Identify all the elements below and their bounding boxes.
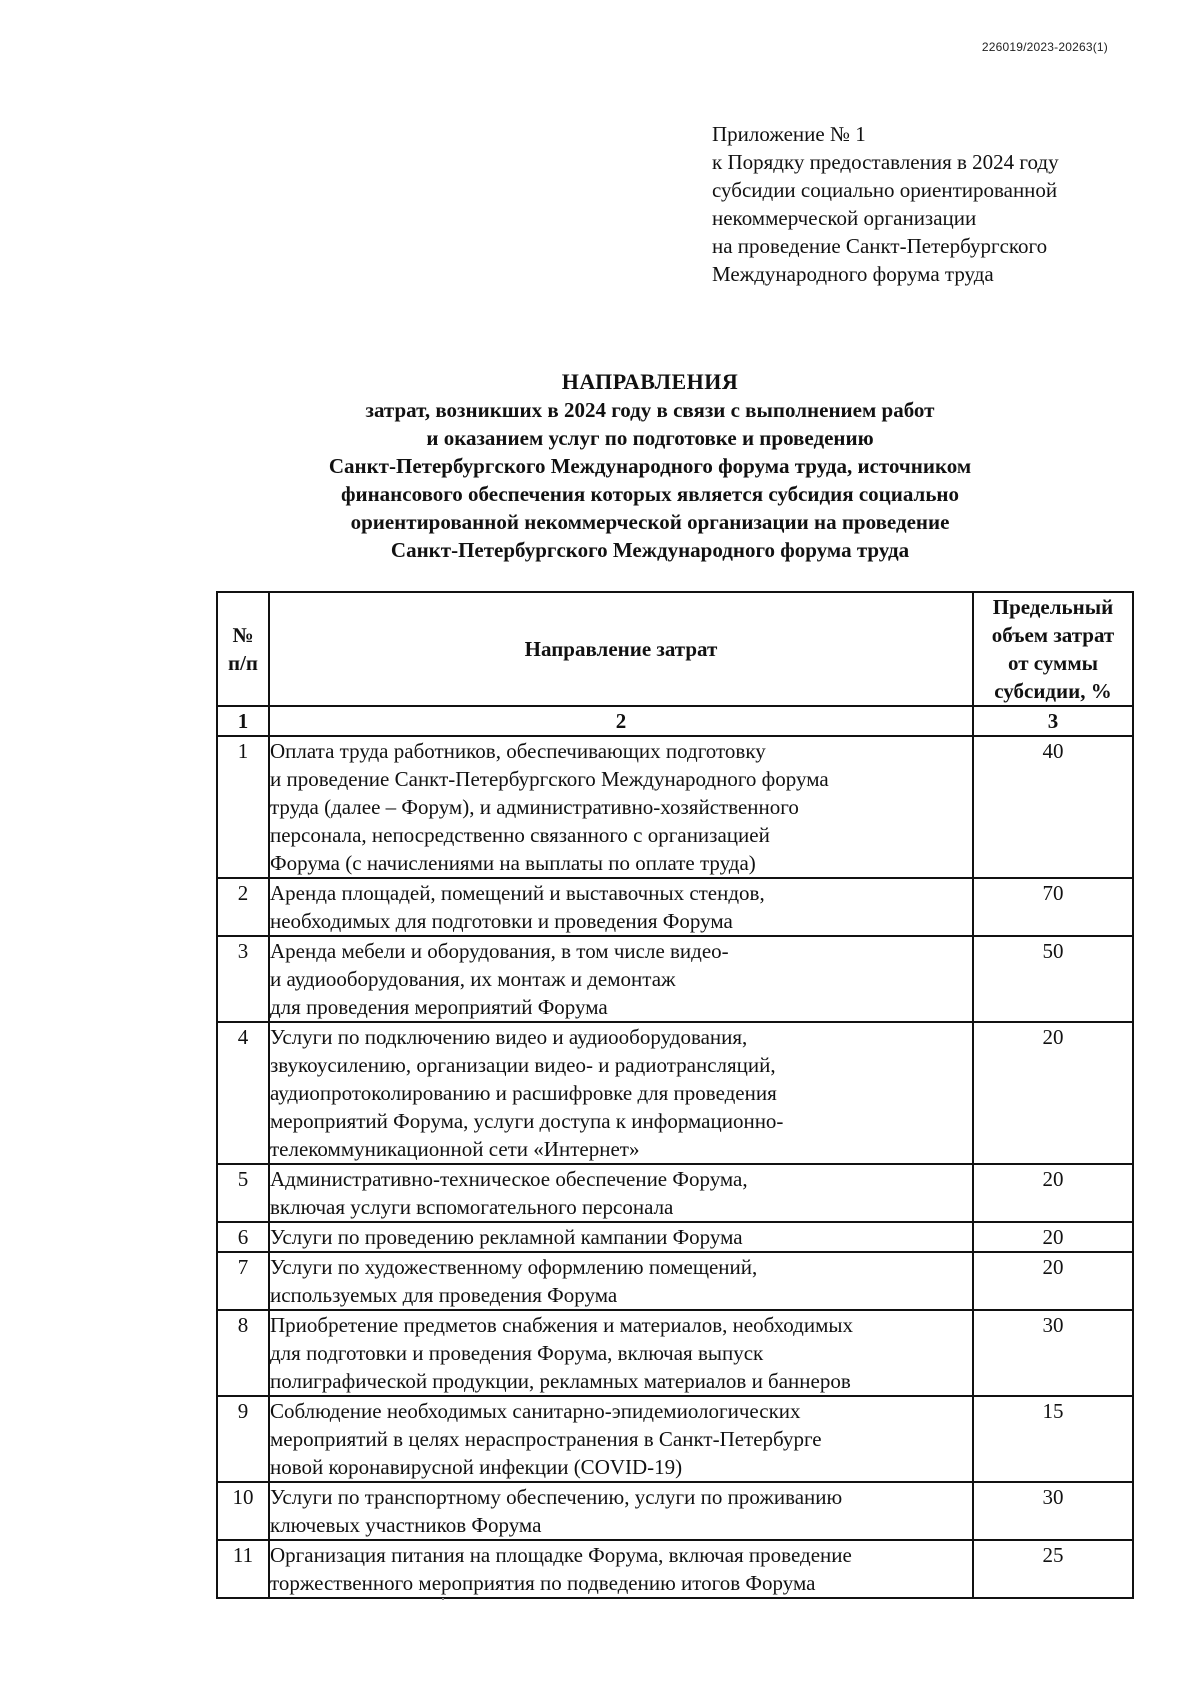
row-number: 7 [217, 1252, 269, 1310]
heading-line: Санкт-Петербургского Международного форума труда [390, 538, 910, 562]
row-description-line: для подготовки и проведения Форума, включая выпуск [270, 1341, 764, 1365]
row-description-line: Услуги по проведению рекламной кампании Форума [270, 1225, 743, 1249]
table-row [217, 736, 1133, 878]
table-row [217, 1222, 1133, 1252]
row-description-line: Приобретение предметов снабжения и материалов, необходимых [270, 1313, 853, 1337]
table-row [217, 936, 1133, 1022]
appendix-line: Международного форума труда [712, 262, 994, 286]
header-limit-line: субсидии, % [994, 679, 1112, 703]
row-description-line: телекоммуникационной сети «Интернет» [270, 1137, 640, 1161]
row-number: 10 [217, 1482, 269, 1540]
heading-title: НАПРАВЛЕНИЯ [561, 369, 739, 394]
heading-line: ориентированной некоммерческой организации на проведение [350, 510, 950, 534]
row-description-line: включая услуги вспомогательного персонала [270, 1195, 674, 1219]
row-description [269, 1222, 973, 1252]
header-number-abbr: п/п [227, 651, 259, 675]
table-row [217, 1540, 1133, 1598]
header-number [217, 592, 269, 706]
row-description-line: Организация питания на площадке Форума, включая проведение [270, 1543, 852, 1567]
appendix-line: к Порядку предоставления в 2024 году [712, 150, 1059, 174]
row-description [269, 736, 973, 878]
row-description-line: Услуги по художественному оформлению помещений, [270, 1255, 758, 1279]
row-description [269, 1164, 973, 1222]
heading-line: Санкт-Петербургского Международного форума труда, источником [328, 454, 972, 478]
row-number: 8 [217, 1310, 269, 1396]
row-number: 3 [217, 936, 269, 1022]
appendix-line: на проведение Санкт-Петербургского [712, 234, 1048, 258]
row-number: 6 [217, 1222, 269, 1252]
row-percent: 30 [973, 1310, 1133, 1396]
row-description-line: аудиопротоколированию и расшифровке для проведения [270, 1081, 777, 1105]
row-number: 4 [217, 1022, 269, 1164]
row-percent: 20 [973, 1022, 1133, 1164]
row-description [269, 878, 973, 936]
row-number: 5 [217, 1164, 269, 1222]
table-row [217, 1164, 1133, 1222]
row-description-line: Аренда мебели и оборудования, в том числе видео- [270, 939, 729, 963]
appendix-line: субсидии социально ориентированной [712, 178, 1058, 202]
row-description-line: Аренда площадей, помещений и выставочных стендов, [270, 881, 765, 905]
row-description [269, 1396, 973, 1482]
row-percent: 20 [973, 1222, 1133, 1252]
header-direction: Направление затрат [269, 592, 973, 706]
row-description-line: Оплата труда работников, обеспечивающих подготовку [270, 739, 766, 763]
row-description-line: труда (далее – Форум), и административно-хозяйственного [270, 795, 799, 819]
row-description [269, 1482, 973, 1540]
heading-line: затрат, возникших в 2024 году в связи с выполнением работ [365, 398, 935, 422]
column-index: 1 [217, 706, 269, 736]
row-description-line: для проведения мероприятий Форума [270, 995, 608, 1019]
appendix-block [712, 120, 1142, 288]
row-description-line: Административно-техническое обеспечение Форума, [270, 1167, 748, 1191]
row-percent: 40 [973, 736, 1133, 878]
row-description-line: Форума (с начислениями на выплаты по оплате труда) [270, 851, 756, 875]
column-index-row [217, 706, 1133, 736]
header-limit-line: от суммы [1007, 651, 1099, 675]
row-percent: 50 [973, 936, 1133, 1022]
row-description-line: торжественного мероприятия по подведению итогов Форума [270, 1571, 816, 1595]
row-description-line: новой коронавирусной инфекции (COVID-19) [270, 1455, 683, 1479]
row-description-line: персонала, непосредственно связанного с организацией [270, 823, 770, 847]
table-row [217, 1022, 1133, 1164]
row-description-line: Соблюдение необходимых санитарно-эпидемиологических [270, 1399, 801, 1423]
appendix-line: Приложение № 1 [712, 122, 866, 146]
table-body [217, 736, 1133, 1598]
row-percent: 70 [973, 878, 1133, 936]
row-percent: 20 [973, 1252, 1133, 1310]
row-description-line: Услуги по подключению видео и аудиооборудования, [270, 1025, 748, 1049]
row-description [269, 936, 973, 1022]
cost-directions-table [216, 591, 1134, 1599]
column-index: 3 [973, 706, 1133, 736]
row-percent: 25 [973, 1540, 1133, 1598]
row-description-line: мероприятий Форума, услуги доступа к информационно- [270, 1109, 784, 1133]
heading-line: и оказанием услуг по подготовке и проведению [426, 426, 874, 450]
row-description [269, 1252, 973, 1310]
row-percent: 30 [973, 1482, 1133, 1540]
row-number: 2 [217, 878, 269, 936]
heading-line: финансового обеспечения которых является субсидия социально [340, 482, 960, 506]
row-description-line: ключевых участников Форума [270, 1513, 542, 1537]
row-description-line: необходимых для подготовки и проведения Форума [270, 909, 733, 933]
row-description-line: Услуги по транспортному обеспечению, услуги по проживанию [270, 1485, 843, 1509]
row-description-line: полиграфической продукции, рекламных материалов и баннеров [270, 1369, 851, 1393]
scan-speck [442, 1598, 444, 1600]
header-number-symbol: № [232, 623, 254, 647]
table-row [217, 1310, 1133, 1396]
row-percent: 20 [973, 1164, 1133, 1222]
heading-subtitle [200, 396, 1100, 564]
table-header-row [217, 592, 1133, 706]
header-limit [973, 592, 1133, 706]
table-row [217, 1396, 1133, 1482]
row-description-line: и аудиооборудования, их монтаж и демонтаж [270, 967, 676, 991]
column-index: 2 [269, 706, 973, 736]
row-description-line: используемых для проведения Форума [270, 1283, 618, 1307]
appendix-line: некоммерческой организации [712, 206, 977, 230]
row-description-line: и проведение Санкт-Петербургского Международного форума [270, 767, 829, 791]
table-row [217, 1482, 1133, 1540]
document-heading [200, 368, 1100, 564]
document-id: 226019/2023-20263(1) [981, 40, 1108, 54]
row-number: 1 [217, 736, 269, 878]
row-description [269, 1540, 973, 1598]
row-number: 9 [217, 1396, 269, 1482]
row-description-line: мероприятий в целях нераспространения в Санкт-Петербурге [270, 1427, 822, 1451]
row-description-line: звукоусилению, организации видео- и радиотрансляций, [270, 1053, 776, 1077]
header-limit-line: Предельный [992, 595, 1114, 619]
row-percent: 15 [973, 1396, 1133, 1482]
table-row [217, 1252, 1133, 1310]
row-description [269, 1310, 973, 1396]
row-description [269, 1022, 973, 1164]
table-row [217, 878, 1133, 936]
header-limit-line: объем затрат [991, 623, 1115, 647]
row-number: 11 [217, 1540, 269, 1598]
